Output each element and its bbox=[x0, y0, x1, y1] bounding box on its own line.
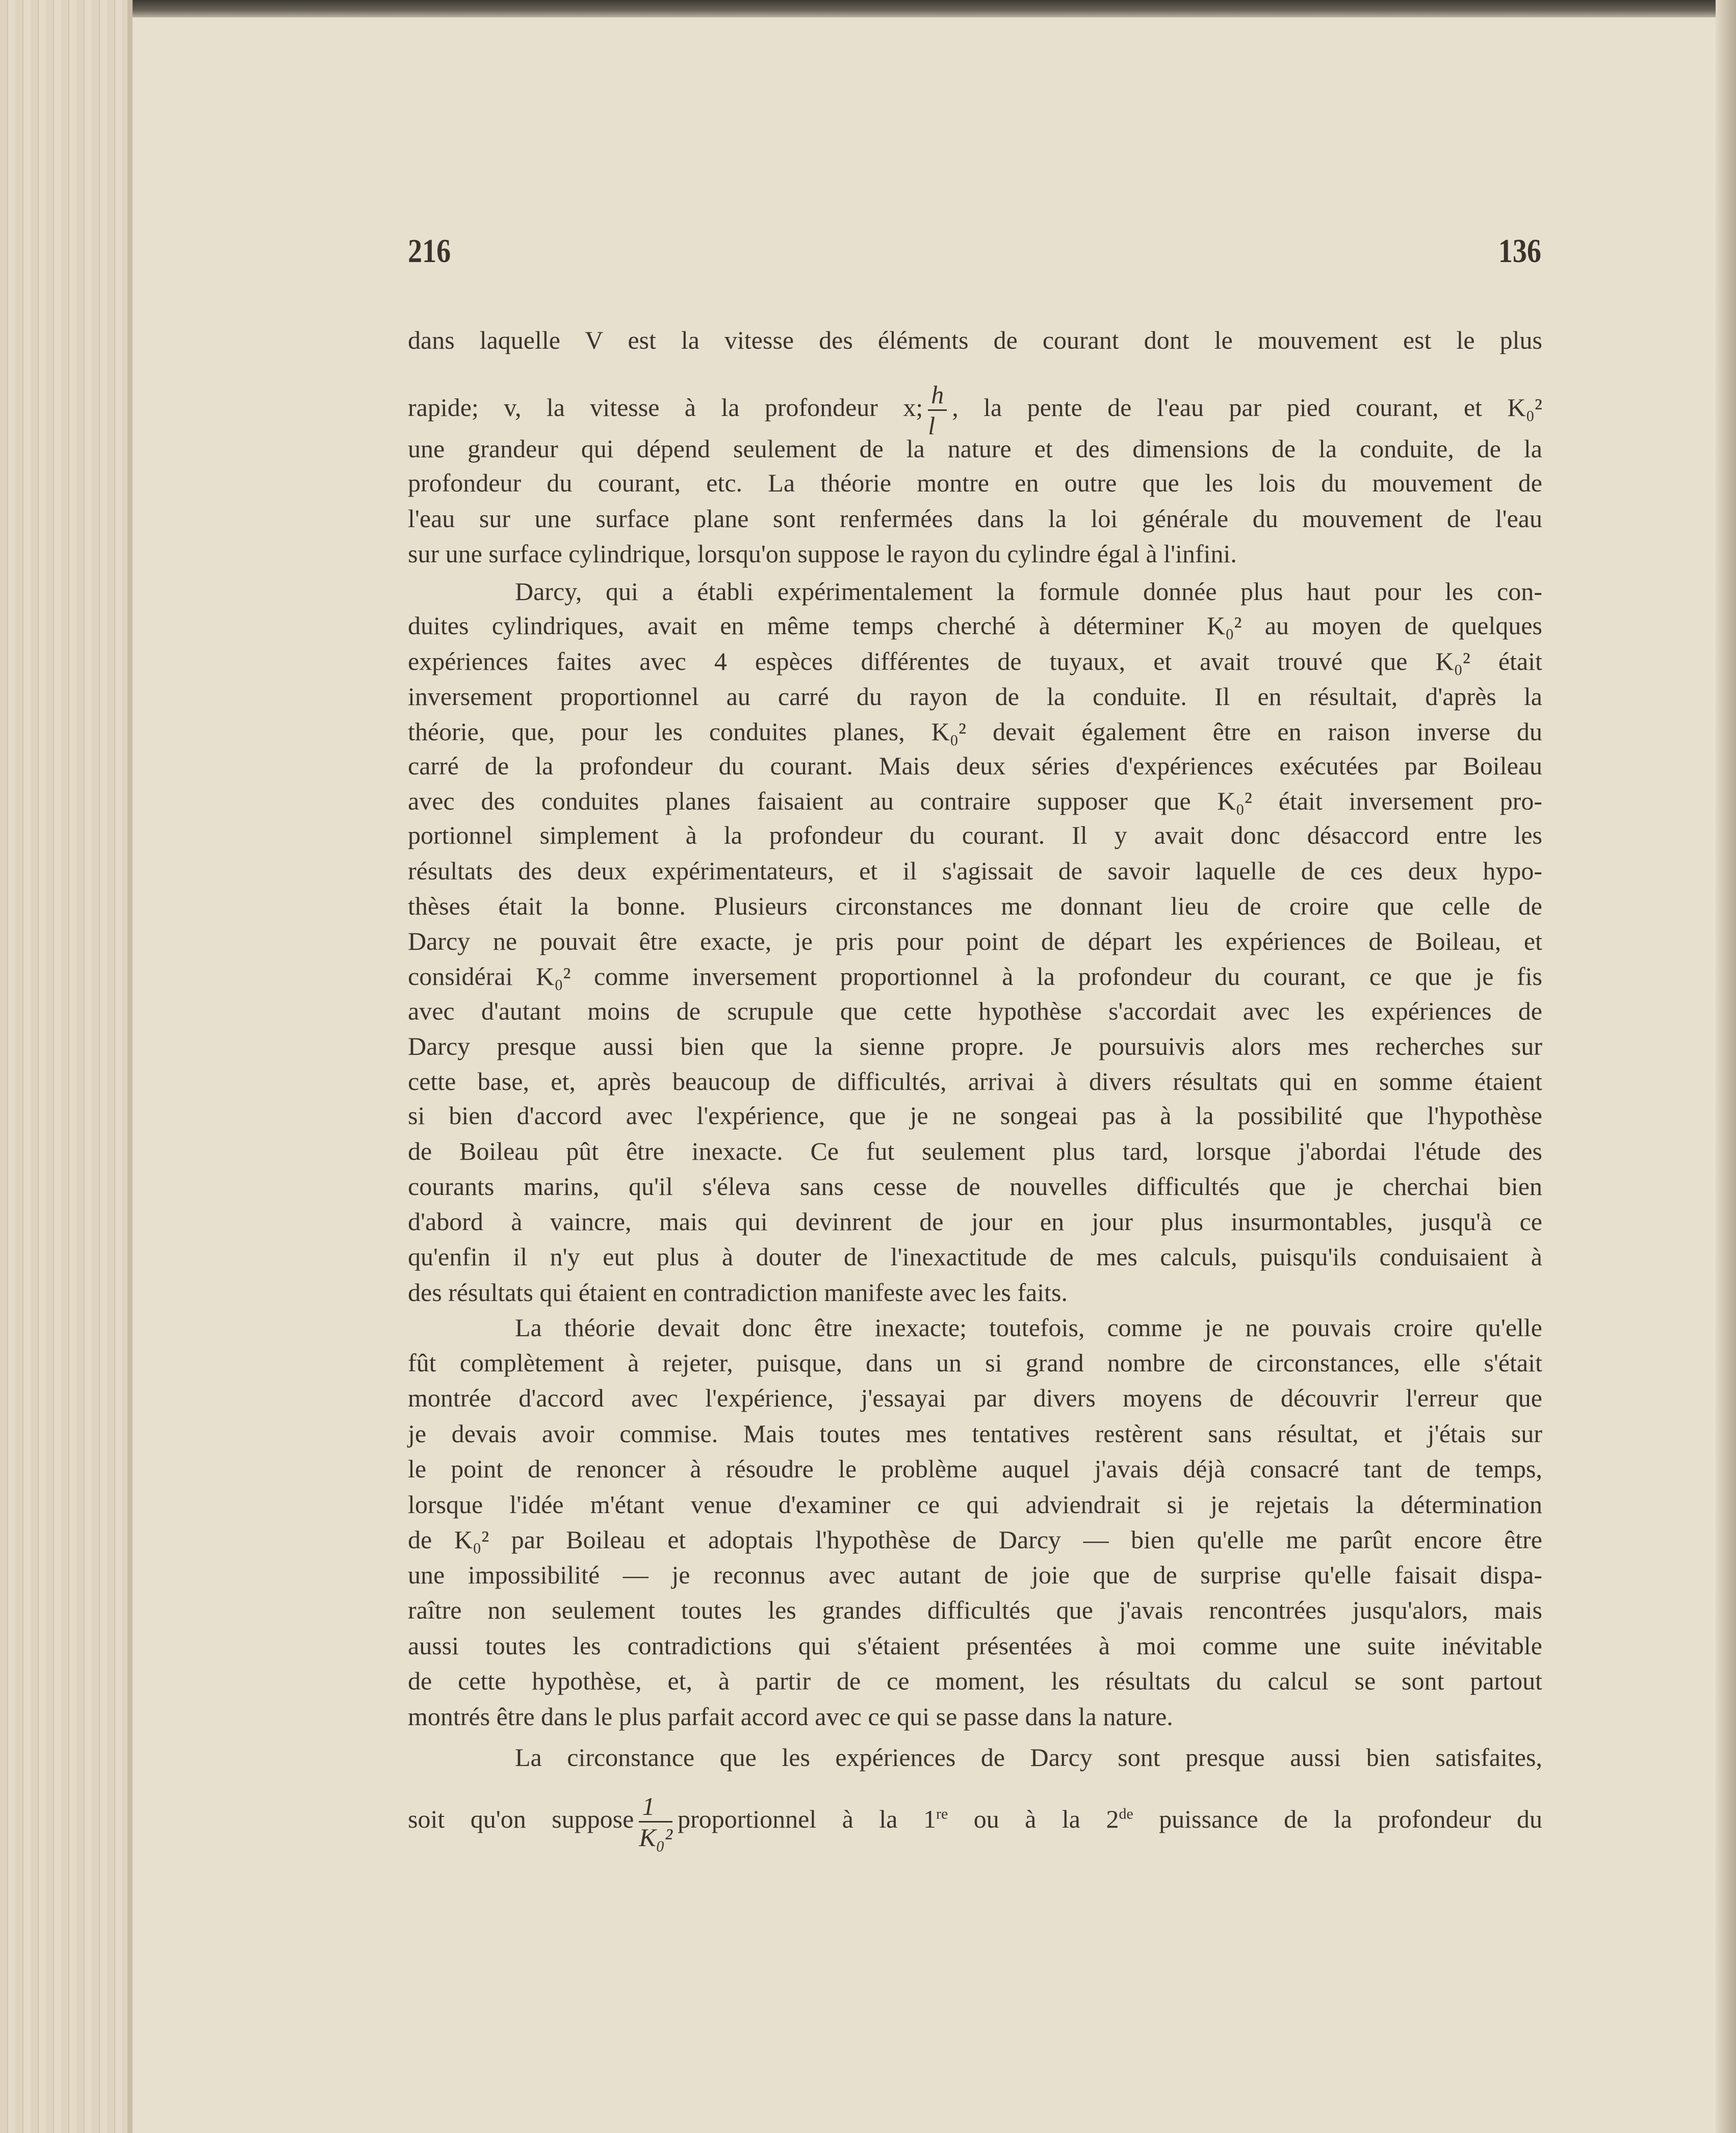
text-line: fût complètement à rejeter, puisque, dans un si grand nombre de circonstances, elle s'était bbox=[408, 1348, 1542, 1377]
text-line: Darcy ne pouvait être exacte, je pris pour point de départ les expériences de Boileau, et bbox=[408, 927, 1542, 955]
text-line: thèses était la bonne. Plusieurs circonstances me donnant lieu de croire que celle de bbox=[408, 892, 1542, 920]
text-line: Darcy presque aussi bien que la sienne propre. Je poursuivis alors mes recherches sur bbox=[408, 1032, 1542, 1060]
text-fragment: soit qu'on suppose bbox=[408, 1804, 634, 1833]
text-line: La théorie devait donc être inexacte; toutefois, comme je ne pouvais croire qu'elle bbox=[515, 1313, 1542, 1342]
text-fragment: rapide; v, la vitesse à la profondeur x; bbox=[408, 393, 923, 422]
text-line: raître non seulement toutes les grandes difficultés que j'avais rencontrées jusqu'alors, mais bbox=[408, 1596, 1542, 1624]
text-line: sur une surface cylindrique, lorsqu'on suppose le rayon du cylindre égal à l'infini. bbox=[408, 539, 1237, 568]
text-line: portionnel simplement à la profondeur du courant. Il y avait donc désaccord entre les bbox=[408, 821, 1542, 849]
text-line: théorie, que, pour les conduites planes, K₀² devait également être en raison inverse du bbox=[408, 717, 1542, 746]
text-line: avec des conduites planes faisaient au contraire supposer que K₀² était inversement pro- bbox=[408, 787, 1542, 815]
text-line: l'eau sur une surface plane sont renfermées dans la loi générale du mouvement de l'eau bbox=[408, 504, 1542, 533]
text-line: dans laquelle V est la vitesse des éléments de courant dont le mouvement est le plus bbox=[408, 326, 1542, 354]
fraction-denominator: l bbox=[928, 411, 936, 440]
fraction-numerator: h bbox=[928, 382, 947, 411]
text-line: de cette hypothèse, et, à partir de ce moment, les résultats du calcul se sont partout bbox=[408, 1667, 1542, 1695]
text-line: si bien d'accord avec l'expérience, que je ne songeai pas à la possibilité que l'hypothèse bbox=[408, 1101, 1542, 1130]
text-line: montrée d'accord avec l'expérience, j'essayai par divers moyens de découvrir l'erreur que bbox=[408, 1384, 1542, 1412]
text-line: des résultats qui étaient en contradiction manifeste avec les faits. bbox=[408, 1278, 1068, 1307]
text-line: aussi toutes les contradictions qui s'étaient présentées à moi comme une suite inévitable bbox=[408, 1631, 1542, 1660]
text-line: une impossibilité — je reconnus avec autant de joie que de surprise qu'elle faisait dispa- bbox=[408, 1560, 1542, 1589]
text-line: résultats des deux expérimentateurs, et il s'agissait de savoir laquelle de ces deux hypo- bbox=[408, 856, 1542, 885]
superscript: re bbox=[936, 1805, 948, 1823]
text-fragment: puissance de la profondeur du bbox=[1133, 1804, 1543, 1833]
text-line: courants marins, qu'il s'éleva sans cesse de nouvelles difficultés que je cherchai bien bbox=[408, 1172, 1542, 1201]
text-line: montrés être dans le plus parfait accord avec ce qui se passe dans la nature. bbox=[408, 1702, 1173, 1731]
page-number-left: 216 bbox=[408, 232, 451, 270]
superscript: de bbox=[1119, 1805, 1133, 1823]
book-binding-edge bbox=[0, 0, 1736, 17]
text-line: d'abord à vaincre, mais qui devinrent de jour en jour plus insurmontables, jusqu'à ce bbox=[408, 1207, 1542, 1236]
page-number-right: 136 bbox=[1498, 232, 1541, 270]
text-line: le point de renoncer à résoudre le problème auquel j'avais déjà consacré tant de temps, bbox=[408, 1454, 1542, 1483]
text-line: avec d'autant moins de scrupule que cette hypothèse s'accordait avec les expériences de bbox=[408, 997, 1542, 1025]
fraction bbox=[639, 1793, 672, 1850]
text-line: Darcy, qui a établi expérimentalement la formule donnée plus haut pour les con- bbox=[515, 577, 1542, 606]
text-line: carré de la profondeur du courant. Mais deux séries d'expériences exécutées par Boileau bbox=[408, 751, 1542, 780]
fraction-numerator: 1 bbox=[639, 1793, 672, 1823]
text-line: profondeur du courant, etc. La théorie montre en outre que les lois du mouvement de bbox=[408, 469, 1542, 497]
text-fragment: , la pente de l'eau par pied courant, et K₀² bbox=[952, 393, 1542, 422]
text-fragment: ou à la 2 bbox=[948, 1804, 1119, 1833]
text-line: lorsque l'idée m'étant venue d'examiner ce qui adviendrait si je rejetais la détermination bbox=[408, 1490, 1542, 1519]
text-line: de K₀² par Boileau et adoptais l'hypothèse de Darcy — bien qu'elle me parût encore être bbox=[408, 1525, 1542, 1554]
text-line: cette base, et, après beaucoup de difficultés, arrivai à divers résultats qui en somme étaient bbox=[408, 1067, 1542, 1096]
text-fragment: proportionnel à la 1 bbox=[678, 1804, 936, 1833]
text-line: expériences faites avec 4 espèces différentes de tuyaux, et avait trouvé que K₀² était bbox=[408, 647, 1542, 675]
text-line bbox=[408, 380, 1542, 440]
text-line: considérai K₀² comme inversement proportionnel à la profondeur du courant, ce que je fis bbox=[408, 962, 1542, 991]
text-line: une grandeur qui dépend seulement de la nature et des dimensions de la conduite, de la bbox=[408, 434, 1542, 463]
text-line: qu'enfin il n'y eut plus à douter de l'inexactitude de mes calculs, puisqu'ils conduisaient à bbox=[408, 1242, 1542, 1271]
text-line bbox=[408, 1792, 1543, 1852]
text-line: La circonstance que les expériences de Darcy sont presque aussi bien satisfaites, bbox=[515, 1743, 1542, 1772]
page-right-edge bbox=[1716, 0, 1736, 2133]
text-line: je devais avoir commise. Mais toutes mes tentatives restèrent sans résultat, et j'étais sur bbox=[408, 1419, 1542, 1448]
text-line: inversement proportionnel au carré du rayon de la conduite. Il en résultait, d'après la bbox=[408, 682, 1542, 711]
page-stack-edges bbox=[0, 0, 133, 2133]
text-line: de Boileau pût être inexacte. Ce fut seulement plus tard, lorsque j'abordai l'étude des bbox=[408, 1137, 1542, 1165]
text-line: duites cylindriques, avait en même temps cherché à déterminer K₀² au moyen de quelques bbox=[408, 611, 1542, 640]
fraction bbox=[928, 382, 947, 438]
fraction-denominator: K₀² bbox=[639, 1823, 673, 1852]
